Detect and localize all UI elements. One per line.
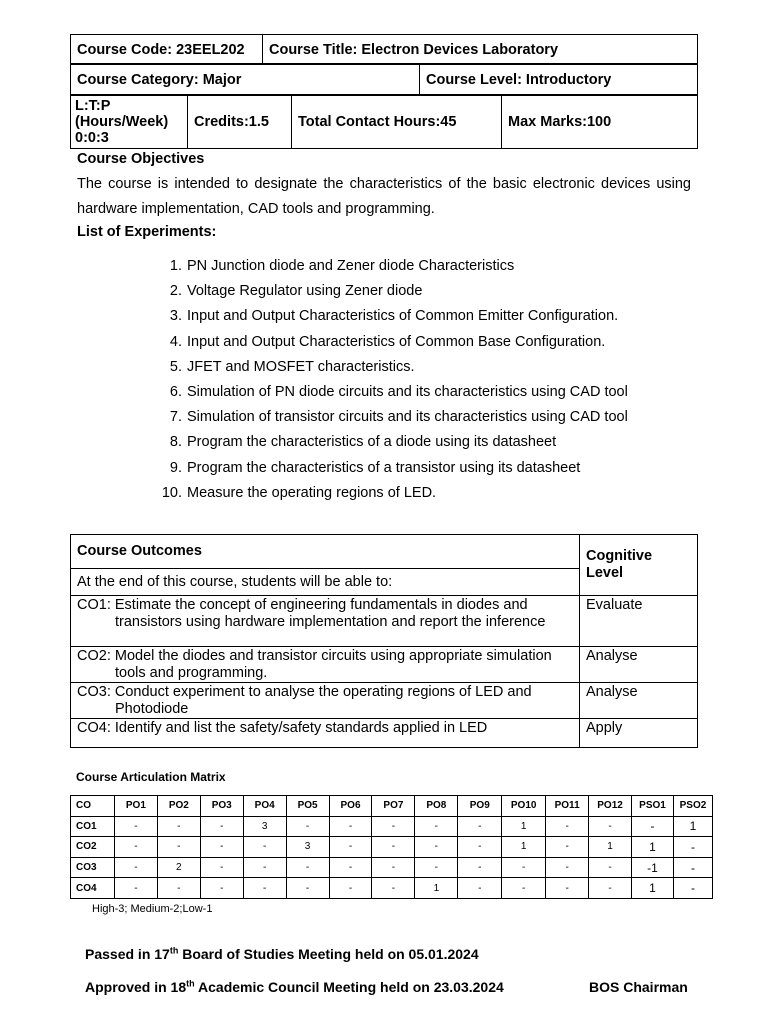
matrix-cell: - xyxy=(200,816,243,837)
course-header-table xyxy=(70,34,698,65)
matrix-cell: - xyxy=(286,878,329,899)
list-item: 2. Voltage Regulator using Zener diode xyxy=(169,283,423,300)
matrix-header-cell: PO5 xyxy=(286,796,329,817)
matrix-cell: - xyxy=(157,816,200,837)
matrix-cell: - xyxy=(589,857,632,878)
table-row: CO3: Conduct experiment to analyse the operating regions of LED and Photodiode xyxy=(71,683,580,719)
matrix-cell: - xyxy=(589,878,632,899)
objectives-heading: Course Objectives xyxy=(77,151,205,167)
list-item: 10. Measure the operating regions of LED. xyxy=(161,484,437,501)
matrix-cell: - xyxy=(372,857,415,878)
ltp-value: 0:0:3 xyxy=(75,129,109,146)
matrix-header-cell: PO1 xyxy=(114,796,157,817)
contact-hours: Total Contact Hours:45 xyxy=(292,95,502,149)
ltp-unit: (Hours/Week) xyxy=(75,113,169,130)
table-row xyxy=(71,816,713,837)
matrix-cell: - xyxy=(415,857,458,878)
course-outcomes-table xyxy=(70,534,698,748)
academic-council-approval: Approved in 18th Academic Council Meeting held on 23.03.2024 xyxy=(85,978,504,995)
ltp-cell xyxy=(71,95,188,149)
matrix-cell: - xyxy=(589,816,632,837)
table-row: CO2: Model the diodes and transistor circuits using appropriate simulation tools and programming. xyxy=(71,647,580,683)
matrix-cell: - xyxy=(372,816,415,837)
course-level: Course Level: Introductory xyxy=(420,64,698,96)
matrix-cell: CO4 xyxy=(71,878,115,899)
table-row: CO1: Estimate the concept of engineering fundamentals in diodes and transistors using hardware implementation and report the inference xyxy=(71,596,580,647)
cognitive-level-heading: Cognitive Level xyxy=(580,535,698,596)
matrix-cell: - xyxy=(546,837,589,858)
list-item: 9. Program the characteristics of a transistor using its datasheet xyxy=(169,459,581,476)
cognitive-level: Evaluate xyxy=(580,596,698,647)
course-category-table xyxy=(70,63,698,96)
table-row: CO4: Identify and list the safety/safety standards applied in LED xyxy=(71,719,580,748)
matrix-cell: - xyxy=(157,878,200,899)
matrix-cell: - xyxy=(329,878,372,899)
course-code: Course Code: 23EEL202 xyxy=(71,35,263,65)
max-marks: Max Marks:100 xyxy=(502,95,698,149)
matrix-cell: - xyxy=(157,837,200,858)
matrix-cell: - xyxy=(114,878,157,899)
matrix-cell: - xyxy=(673,857,712,878)
matrix-cell: - xyxy=(673,837,712,858)
cognitive-level: Apply xyxy=(580,719,698,748)
matrix-cell: - xyxy=(546,857,589,878)
matrix-header-row xyxy=(71,796,713,817)
matrix-header-cell: PO10 xyxy=(502,796,546,817)
matrix-cell: 1 xyxy=(502,816,546,837)
matrix-cell: - xyxy=(502,857,546,878)
matrix-header-cell: PO4 xyxy=(243,796,286,817)
list-item: 4. Input and Output Characteristics of Common Base Configuration. xyxy=(169,333,606,350)
matrix-header-cell: PO6 xyxy=(329,796,372,817)
matrix-cell: - xyxy=(286,857,329,878)
bos-chairman: BOS Chairman xyxy=(589,979,688,995)
matrix-cell: - xyxy=(200,878,243,899)
matrix-cell: - xyxy=(200,837,243,858)
matrix-cell: - xyxy=(200,857,243,878)
matrix-header-cell: PO2 xyxy=(157,796,200,817)
matrix-title: Course Articulation Matrix xyxy=(76,770,226,784)
matrix-cell: - xyxy=(329,837,372,858)
matrix-cell: - xyxy=(372,837,415,858)
matrix-cell: 1 xyxy=(415,878,458,899)
matrix-header-cell: PSO2 xyxy=(673,796,712,817)
matrix-cell: CO3 xyxy=(71,857,115,878)
matrix-cell: - xyxy=(546,878,589,899)
credits: Credits:1.5 xyxy=(188,95,292,149)
matrix-cell: CO1 xyxy=(71,816,115,837)
list-item: 5. JFET and MOSFET characteristics. xyxy=(169,358,415,375)
matrix-cell: - xyxy=(415,816,458,837)
matrix-header-cell: PO7 xyxy=(372,796,415,817)
objectives-text: The course is intended to designate the characteristics of the basic electronic devices using hardware implementation, CAD tools and programming. xyxy=(77,176,691,217)
course-hours-table xyxy=(70,94,698,149)
matrix-header-cell: PO11 xyxy=(546,796,589,817)
matrix-cell: - xyxy=(673,878,712,899)
matrix-cell: 3 xyxy=(243,816,286,837)
matrix-cell: - xyxy=(329,816,372,837)
list-item: 8. Program the characteristics of a diode using its datasheet xyxy=(169,434,557,451)
matrix-cell: 1 xyxy=(502,837,546,858)
outcomes-heading: Course Outcomes xyxy=(71,535,580,569)
matrix-cell: - xyxy=(114,816,157,837)
matrix-cell: - xyxy=(243,837,286,858)
outcomes-intro: At the end of this course, students will be able to: xyxy=(71,569,580,596)
matrix-cell: - xyxy=(243,857,286,878)
matrix-cell: 3 xyxy=(286,837,329,858)
list-item: 3. Input and Output Characteristics of Common Emitter Configuration. xyxy=(169,308,619,325)
course-title: Course Title: Electron Devices Laboratory xyxy=(263,35,698,65)
matrix-cell: - xyxy=(286,816,329,837)
matrix-header-cell: PSO1 xyxy=(632,796,674,817)
matrix-legend: High-3; Medium-2;Low-1 xyxy=(92,903,213,915)
table-row xyxy=(71,857,713,878)
matrix-cell: - xyxy=(458,878,502,899)
matrix-cell: - xyxy=(546,816,589,837)
matrix-cell: - xyxy=(114,837,157,858)
matrix-cell: - xyxy=(458,857,502,878)
matrix-header-cell: PO3 xyxy=(200,796,243,817)
matrix-cell: 2 xyxy=(157,857,200,878)
matrix-cell: - xyxy=(243,878,286,899)
matrix-header-cell: PO9 xyxy=(458,796,502,817)
table-row xyxy=(71,878,713,899)
matrix-cell: - xyxy=(114,857,157,878)
list-item: 1. PN Junction diode and Zener diode Characteristics xyxy=(169,258,515,274)
matrix-cell: CO2 xyxy=(71,837,115,858)
matrix-cell: - xyxy=(502,878,546,899)
matrix-cell: 1 xyxy=(632,837,674,858)
matrix-header-cell: CO xyxy=(71,796,115,817)
matrix-cell: - xyxy=(329,857,372,878)
course-category: Course Category: Major xyxy=(71,64,420,96)
matrix-header-cell: PO12 xyxy=(589,796,632,817)
ltp-label: L:T:P xyxy=(75,97,111,114)
matrix-cell: 1 xyxy=(632,878,674,899)
matrix-header-cell: PO8 xyxy=(415,796,458,817)
matrix-cell: - xyxy=(632,816,674,837)
cognitive-level: Analyse xyxy=(580,647,698,683)
bos-approval: Passed in 17th Board of Studies Meeting held on 05.01.2024 xyxy=(85,945,479,962)
list-item: 7. Simulation of transistor circuits and its characteristics using CAD tool xyxy=(169,409,628,426)
list-item: 6. Simulation of PN diode circuits and its characteristics using CAD tool xyxy=(169,383,628,400)
cognitive-level: Analyse xyxy=(580,683,698,719)
matrix-cell: -1 xyxy=(632,857,674,878)
table-row xyxy=(71,837,713,858)
matrix-cell: 1 xyxy=(589,837,632,858)
matrix-cell: 1 xyxy=(673,816,712,837)
experiments-heading: List of Experiments: xyxy=(77,224,217,240)
articulation-matrix xyxy=(70,795,713,899)
matrix-cell: - xyxy=(415,837,458,858)
matrix-cell: - xyxy=(458,837,502,858)
experiments-list xyxy=(150,256,690,508)
matrix-cell: - xyxy=(458,816,502,837)
matrix-cell: - xyxy=(372,878,415,899)
